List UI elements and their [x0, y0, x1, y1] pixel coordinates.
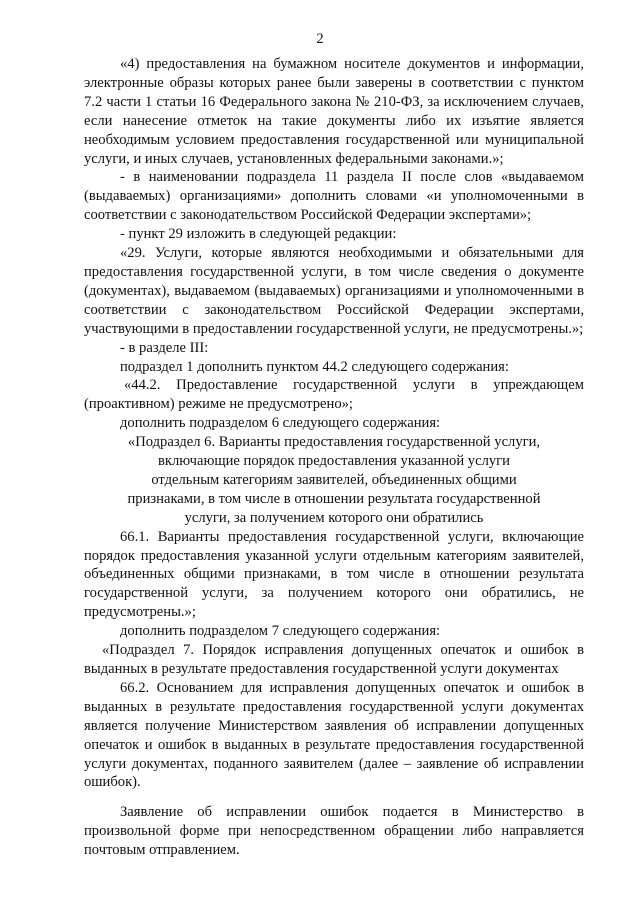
- paragraph-subsection-1-intro: подраздел 1 дополнить пунктом 44.2 следующего содержания:: [120, 358, 509, 375]
- paragraph-subsection-11-title: - в наименовании подраздела 11 раздела II после слов «выдаваемом (выдаваемых) организациями» дополнить словами «и уполномоченными в соответствии с законодательством Российской Федерации экспертами»;: [84, 169, 584, 224]
- paragraph-item-4: «4) предоставления на бумажном носителе документов и информации, электронные образы которых ранее были заверены в соответствии с пунктом 7.2 части 1 статьи 16 Федерального закона № 210-ФЗ, за исключением случаев, если нанесение отметок на такие документы либо их изъятие является необходимым условием предоставления государственной или муниципальной услуги, и иных случаев, установленных федеральными законами.»;: [84, 56, 584, 167]
- paragraph-point-44-2: «44.2. Предоставление государственной услуги в упреждающем (проактивном) режиме не предусмотрено»;: [84, 377, 584, 413]
- paragraph-point-29-intro: - пункт 29 изложить в следующей редакции:: [120, 226, 397, 243]
- paragraph-application-form: Заявление об исправлении ошибок подается в Министерство в произвольной форме при непосредственном обращении либо направляется почтовым отправлением.: [84, 804, 584, 859]
- paragraph-point-66-2: 66.2. Основанием для исправления допущенных опечаток и ошибок в выданных в результате предоставления государственной услуги документах является получение Министерством заявления об исправлении допущенных опечаток и ошибок в выданных в результате предоставления государственной услуги документах, поданного заявителем (далее – заявление об исправлении ошибок).: [84, 679, 584, 791]
- paragraph-subsection-6-intro: дополнить подразделом 6 следующего содержания:: [120, 415, 441, 432]
- document-body: [84, 55, 584, 860]
- paragraph-point-29: «29. Услуги, которые являются необходимыми и обязательными для предоставления государственной услуги, в том числе сведения о документе (документах), выдаваемом (выдаваемых) организациями и уполномоченными в соответствии с законодательством Российской Федерации экспертами, участвующими в предоставлении государственной услуги, не предусмотрены.»;: [84, 245, 584, 337]
- paragraph-section-3: - в разделе III:: [120, 339, 209, 356]
- subsection-6-heading: «Подраздел 6. Варианты предоставления государственной услуги, включающие порядок предоставления указанной услуги отдельным категориям заявителей, объединенных общими признаками, в том числе в отношении результата государственной услуги, за получением которого они обратились: [127, 434, 541, 526]
- page-number: 2: [316, 31, 324, 47]
- subsection-7-heading: «Подраздел 7. Порядок исправления допущенных опечаток и ошибок в выданных в результате предоставления государственной услуги документах: [84, 642, 584, 677]
- paragraph-subsection-7-intro: дополнить подразделом 7 следующего содержания:: [120, 623, 441, 640]
- paragraph-point-66-1: 66.1. Варианты предоставления государственной услуги, включающие порядок предоставления указанной услуги отдельным категориям заявителей, объединенных общими признаками, в том числе в отношении результата государственной услуги, за получением которого они обратились, не предусмотрены.»;: [84, 528, 584, 621]
